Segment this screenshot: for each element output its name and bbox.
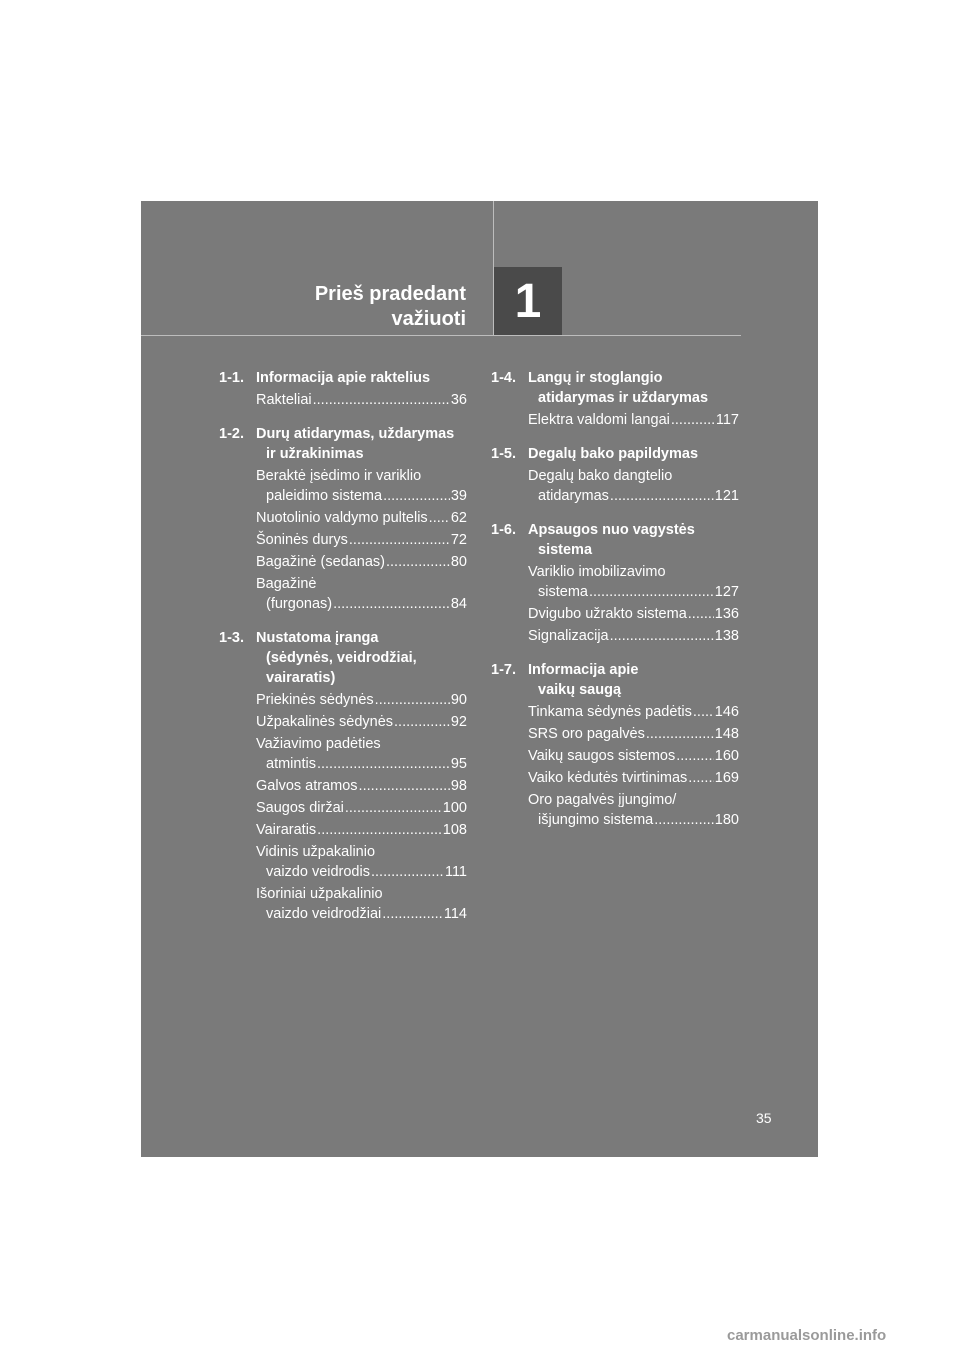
toc-entry-lead: Degalų bako dangtelio — [528, 468, 673, 484]
toc-entry-row — [256, 486, 467, 506]
toc-entry-page: 148 — [714, 726, 739, 742]
section-heading — [491, 660, 739, 700]
header-divider-horizontal — [141, 335, 741, 336]
section-number: 1-3. — [219, 630, 244, 646]
toc-entry-text: SRS oro pagalvės — [528, 726, 645, 742]
toc-section — [219, 628, 467, 924]
section-title-line: Nustatoma įranga — [256, 630, 379, 646]
section-title-line: Langų ir stoglangio — [528, 370, 663, 386]
toc-entry-text: Tinkama sėdynės padėtis — [528, 704, 692, 720]
toc-entry-page: 36 — [450, 392, 467, 408]
section-title — [528, 520, 739, 560]
toc-section — [491, 660, 739, 830]
toc-section — [491, 368, 739, 430]
toc-entry-text: išjungimo sistema — [538, 812, 654, 828]
toc-entry-page: 100 — [442, 800, 467, 816]
section-heading — [491, 520, 739, 560]
section-heading — [219, 628, 467, 688]
section-title-line: Degalų bako papildymas — [528, 446, 699, 462]
toc-entry-row — [528, 582, 739, 602]
toc-entry-page: 138 — [714, 628, 739, 644]
toc-entry-row — [256, 798, 467, 818]
section-title — [528, 444, 739, 464]
toc-entry[interactable] — [528, 410, 739, 430]
toc-entry-row — [256, 820, 467, 840]
toc-entry-row — [528, 702, 739, 722]
toc-entry-row — [528, 410, 739, 430]
chapter-number-box — [494, 267, 562, 335]
section-heading — [491, 444, 739, 464]
toc-entry-row — [256, 712, 467, 732]
dot-leader — [589, 582, 714, 602]
section-title-line: Durų atidarymas, uždarymas — [256, 426, 455, 442]
chapter-title-line2: važiuoti — [391, 308, 466, 330]
toc-entry-page: 90 — [450, 692, 467, 708]
toc-entry-row — [528, 604, 739, 624]
section-number: 1-6. — [491, 522, 516, 538]
toc-entry-text: vaizdo veidrodžiai — [266, 906, 382, 922]
dot-leader — [317, 820, 442, 840]
toc-entry[interactable] — [256, 552, 467, 572]
toc-entry[interactable] — [528, 604, 739, 624]
toc-entry[interactable] — [528, 746, 739, 766]
dot-leader — [383, 486, 450, 506]
toc-entry-row — [256, 594, 467, 614]
watermark: carmanualsonline.info — [727, 1327, 887, 1344]
dot-leader — [671, 410, 715, 430]
toc-entry-page: 62 — [450, 510, 467, 526]
toc-section — [219, 368, 467, 410]
section-heading — [219, 368, 467, 388]
toc-entry[interactable] — [256, 776, 467, 796]
toc-entry-text: atidarymas — [538, 488, 609, 504]
section-title — [256, 628, 467, 688]
toc-entry[interactable] — [256, 466, 467, 506]
dot-leader — [375, 690, 450, 710]
toc-entry-lead: Beraktė įsėdimo ir variklio — [256, 468, 422, 484]
toc-entry-row — [256, 754, 467, 774]
toc-entry-row — [256, 690, 467, 710]
toc-entry[interactable] — [256, 820, 467, 840]
section-heading — [491, 368, 739, 408]
toc-entry-text: atmintis — [266, 756, 316, 772]
section-title-line: Informacija apie raktelius — [256, 370, 431, 386]
dot-leader — [313, 390, 450, 410]
dot-leader — [610, 626, 714, 646]
toc-entry-page: 146 — [714, 704, 739, 720]
toc-entry[interactable] — [256, 574, 467, 614]
dot-leader — [693, 702, 714, 722]
toc-entry-row — [528, 768, 739, 788]
toc-entry-text: vaizdo veidrodis — [266, 864, 370, 880]
toc-entry[interactable] — [528, 702, 739, 722]
toc-entry-row — [256, 776, 467, 796]
chapter-title-line1: Prieš pradedant — [314, 283, 466, 305]
dot-leader — [394, 712, 450, 732]
section-title-line: vairaratis) — [266, 670, 336, 686]
toc-entry-row — [256, 390, 467, 410]
dot-leader — [429, 508, 450, 528]
toc-entry[interactable] — [256, 690, 467, 710]
section-title-line: vaikų saugą — [538, 682, 622, 698]
section-title-line: Apsaugos nuo vagystės — [528, 522, 695, 538]
toc-entry-page: 117 — [715, 412, 739, 428]
dot-leader — [688, 604, 714, 624]
toc-entry-text: Rakteliai — [256, 392, 312, 408]
toc-section — [491, 444, 739, 506]
toc-entry[interactable] — [528, 790, 739, 830]
toc-entry-text: Vaiko kėdutės tvirtinimas — [528, 770, 688, 786]
dot-leader — [688, 768, 714, 788]
toc-entry-lead: Išoriniai užpakalinio — [256, 886, 383, 902]
toc-entry-text: Vairaratis — [256, 822, 317, 838]
section-number: 1-4. — [491, 370, 516, 386]
section-title — [528, 368, 739, 408]
toc-section — [219, 424, 467, 614]
toc-entry-page: 39 — [450, 488, 467, 504]
section-title — [528, 660, 739, 700]
toc-entry[interactable] — [256, 712, 467, 732]
toc-column-right — [491, 368, 739, 844]
dot-leader — [610, 486, 714, 506]
toc-entry-page: 121 — [714, 488, 739, 504]
toc-entry-text: Signalizacija — [528, 628, 609, 644]
toc-entry-row — [528, 724, 739, 744]
dot-leader — [382, 904, 443, 924]
toc-entry-text: paleidimo sistema — [266, 488, 383, 504]
toc-entry-lead: Bagažinė — [256, 576, 317, 592]
toc-entry-text: Užpakalinės sėdynės — [256, 714, 394, 730]
toc-entry-page: 92 — [450, 714, 467, 730]
toc-entry-page: 160 — [714, 748, 739, 764]
dot-leader — [386, 552, 450, 572]
toc-entry[interactable] — [528, 724, 739, 744]
dot-leader — [654, 810, 714, 830]
toc-entry-page: 98 — [450, 778, 467, 794]
section-title — [256, 368, 467, 388]
dot-leader — [676, 746, 714, 766]
toc-entry-page: 108 — [442, 822, 467, 838]
dot-leader — [345, 798, 442, 818]
toc-entry-lead: Oro pagalvės įjungimo/ — [528, 792, 677, 808]
toc-entry-row — [256, 904, 467, 924]
toc-entry-text: Nuotolinio valdymo pultelis — [256, 510, 428, 526]
toc-entry-page: 114 — [443, 906, 467, 922]
toc-column-left — [219, 368, 467, 938]
toc-entry[interactable] — [256, 508, 467, 528]
toc-entry[interactable] — [256, 842, 467, 882]
toc-entry-page: 84 — [450, 596, 467, 612]
dot-leader — [646, 724, 714, 744]
toc-entry[interactable] — [528, 466, 739, 506]
toc-entry-text: Elektra valdomi langai — [528, 412, 670, 428]
toc-entry-row — [528, 486, 739, 506]
toc-entry-page: 136 — [714, 606, 739, 622]
toc-entry[interactable] — [256, 798, 467, 818]
toc-entry-lead: Variklio imobilizavimo — [528, 564, 666, 580]
toc-entry[interactable] — [528, 626, 739, 646]
toc-entry-row — [256, 552, 467, 572]
chapter-title — [166, 282, 466, 332]
section-heading — [219, 424, 467, 464]
toc-entry-text: Bagažinė (sedanas) — [256, 554, 385, 570]
section-number: 1-2. — [219, 426, 244, 442]
toc-entry-text: Dvigubo užrakto sistema — [528, 606, 687, 622]
chapter-number: 1 — [514, 274, 542, 328]
toc-entry-row — [528, 746, 739, 766]
toc-entry[interactable] — [528, 562, 739, 602]
toc-entry-text: Saugos diržai — [256, 800, 344, 816]
toc-entry-row — [256, 862, 467, 882]
toc-entry-row — [528, 626, 739, 646]
section-title-line: sistema — [538, 542, 593, 558]
toc-entry-text: Vaikų saugos sistemos — [528, 748, 676, 764]
toc-entry-text: Šoninės durys — [256, 532, 348, 548]
toc-entry-lead: Vidinis užpakalinio — [256, 844, 376, 860]
section-title-line: (sėdynės, veidrodžiai, — [266, 650, 417, 666]
toc-entry-row — [256, 508, 467, 528]
dot-leader — [371, 862, 444, 882]
section-number: 1-1. — [219, 370, 244, 386]
toc-entry-page: 180 — [714, 812, 739, 828]
toc-entry-page: 80 — [450, 554, 467, 570]
section-number: 1-7. — [491, 662, 516, 678]
toc-entry-row — [528, 810, 739, 830]
toc-entry-page: 169 — [714, 770, 739, 786]
toc-entry[interactable] — [256, 734, 467, 774]
dot-leader — [317, 754, 450, 774]
page-number: 35 — [756, 1110, 772, 1126]
dot-leader — [333, 594, 450, 614]
toc-entry[interactable] — [256, 390, 467, 410]
dot-leader — [349, 530, 450, 550]
toc-entry[interactable] — [528, 768, 739, 788]
section-title — [256, 424, 467, 464]
toc-entry-text: Priekinės sėdynės — [256, 692, 374, 708]
section-title-line: atidarymas ir uždarymas — [538, 390, 709, 406]
section-title-line: Informacija apie — [528, 662, 639, 678]
toc-entry-text: (furgonas) — [266, 596, 333, 612]
section-title-line: ir užrakinimas — [266, 446, 364, 462]
toc-entry-row — [256, 530, 467, 550]
toc-entry-page: 72 — [450, 532, 467, 548]
section-number: 1-5. — [491, 446, 516, 462]
toc-entry-page: 111 — [444, 864, 467, 880]
toc-entry[interactable] — [256, 884, 467, 924]
toc-entry-text: Galvos atramos — [256, 778, 358, 794]
toc-entry-text: sistema — [538, 584, 588, 600]
toc-entry-page: 95 — [450, 756, 467, 772]
toc-entry-page: 127 — [714, 584, 739, 600]
toc-entry[interactable] — [256, 530, 467, 550]
toc-entry-lead: Važiavimo padėties — [256, 736, 381, 752]
dot-leader — [359, 776, 450, 796]
toc-section — [491, 520, 739, 646]
